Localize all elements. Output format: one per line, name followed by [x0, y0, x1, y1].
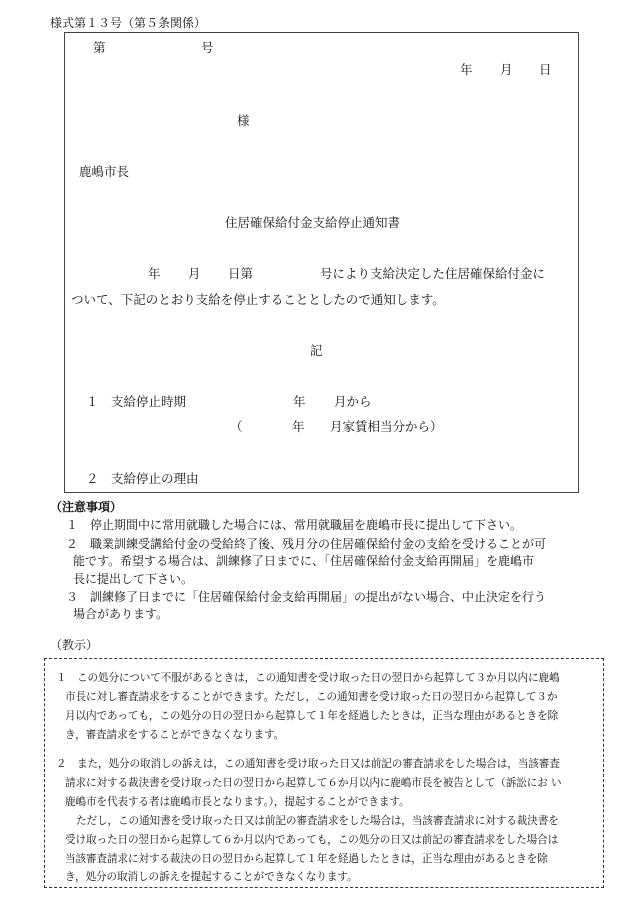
- kyoji-line-7: 鹿嶋市を代表する者は鹿嶋市長となります。），提起することができます。: [65, 796, 410, 808]
- date-month: 月: [500, 62, 513, 77]
- document-title: 住居確保給付金支給停止通知書: [225, 215, 401, 230]
- kyoji-line-6: 請求に対する裁決書を受け取った日の翌日から起算して６か月以内に鹿嶋市長を被告として（訴訟にお い: [65, 777, 562, 789]
- sender-name: 鹿嶋市長: [79, 164, 130, 179]
- caution-item-2-cont2: 長に提出して下さい。: [73, 572, 194, 586]
- item1-rent-year: 年: [292, 419, 305, 434]
- notice-frame: [64, 32, 579, 493]
- body-year: 年: [148, 266, 161, 281]
- caution-item-1: １ 停止期間中に常用就職した場合には、常用就職届を鹿嶋市長に提出して下さい。: [66, 518, 523, 532]
- date-year: 年: [460, 62, 473, 77]
- body-line1-rest: 号により支給決定した住居確保給付金に: [320, 266, 546, 281]
- kyoji-line-8: ただし，この通知書を受け取った日又は前記の審査請求をした場合は，当該審査請求に対する裁決書を: [76, 815, 559, 827]
- item1-rent-month: 月家賃相当分から）: [330, 419, 443, 434]
- kyoji-line-4: き，審査請求をすることができなくなります。: [65, 729, 285, 741]
- kyoji-line-5: ２ また，処分の取消しの訴えは，この通知書を受け取った日又は前記の審査請求をした場合は，当該審査: [56, 758, 560, 770]
- caution-item-2-cont: 能です。希望する場合は、訓練修了日までに、「住居確保給付金支給再開届」を鹿嶋市: [73, 554, 535, 568]
- kyoji-line-1: １ この処分について不服があるときは，この通知書を受け取った日の翌日から起算して３か月以内に鹿嶋: [56, 672, 560, 684]
- date-day: 日: [539, 62, 552, 77]
- caution-item-2: ２ 職業訓練受講給付金の受給終了後、残月分の住居確保給付金の支給を受けることが可: [66, 537, 547, 551]
- cautions-heading: （注意事項）: [50, 500, 123, 514]
- document-number-prefix: 第: [93, 40, 106, 55]
- kyoji-heading: （教示）: [50, 638, 99, 652]
- caution-item-3-cont: 場合があります。: [73, 607, 169, 621]
- kyoji-line-9: 受け取った日の翌日から起算して６か月以内であっても，この処分の日又は前記の審査請求をした場合は: [65, 834, 559, 846]
- kyoji-line-3: 月以内であっても，この処分の日の翌日から起算して１年を経過したときは，正当な理由があるときを除: [65, 710, 559, 722]
- item1-label: １ 支給停止時期: [86, 394, 187, 409]
- ki-heading: 記: [310, 343, 323, 358]
- kyoji-line-2: 市長に対し審査請求をすることができます。ただし，この通知書を受け取った日の翌日から起算して３か: [65, 691, 558, 703]
- item1-from-year: 年: [293, 394, 306, 409]
- body-month: 月: [188, 266, 201, 281]
- document-number-suffix: 号: [201, 40, 214, 55]
- addressee-suffix: 様: [237, 113, 250, 128]
- item1-paren-open: （: [230, 419, 243, 434]
- body-day-number: 日第: [228, 266, 254, 281]
- kyoji-line-11: き，処分の取消しの訴えを提起することができなくなります。: [65, 871, 358, 883]
- item2-label: ２ 支給停止の理由: [86, 471, 199, 486]
- item1-from-month: 月から: [334, 394, 372, 409]
- kyoji-line-10: 当該審査請求に対する裁決の日の翌日から起算して１年を経過したときは，正当な理由があるときを除: [65, 853, 548, 865]
- caution-item-3: ３ 訓練修了日までに「住居確保給付金支給再開届」の提出がない場合、中止決定を行う: [66, 590, 547, 604]
- form-number-label: 様式第１３号（第５条関係）: [50, 16, 207, 30]
- body-line2: ついて、下記のとおり支給を停止することとしたので通知します。: [71, 292, 445, 307]
